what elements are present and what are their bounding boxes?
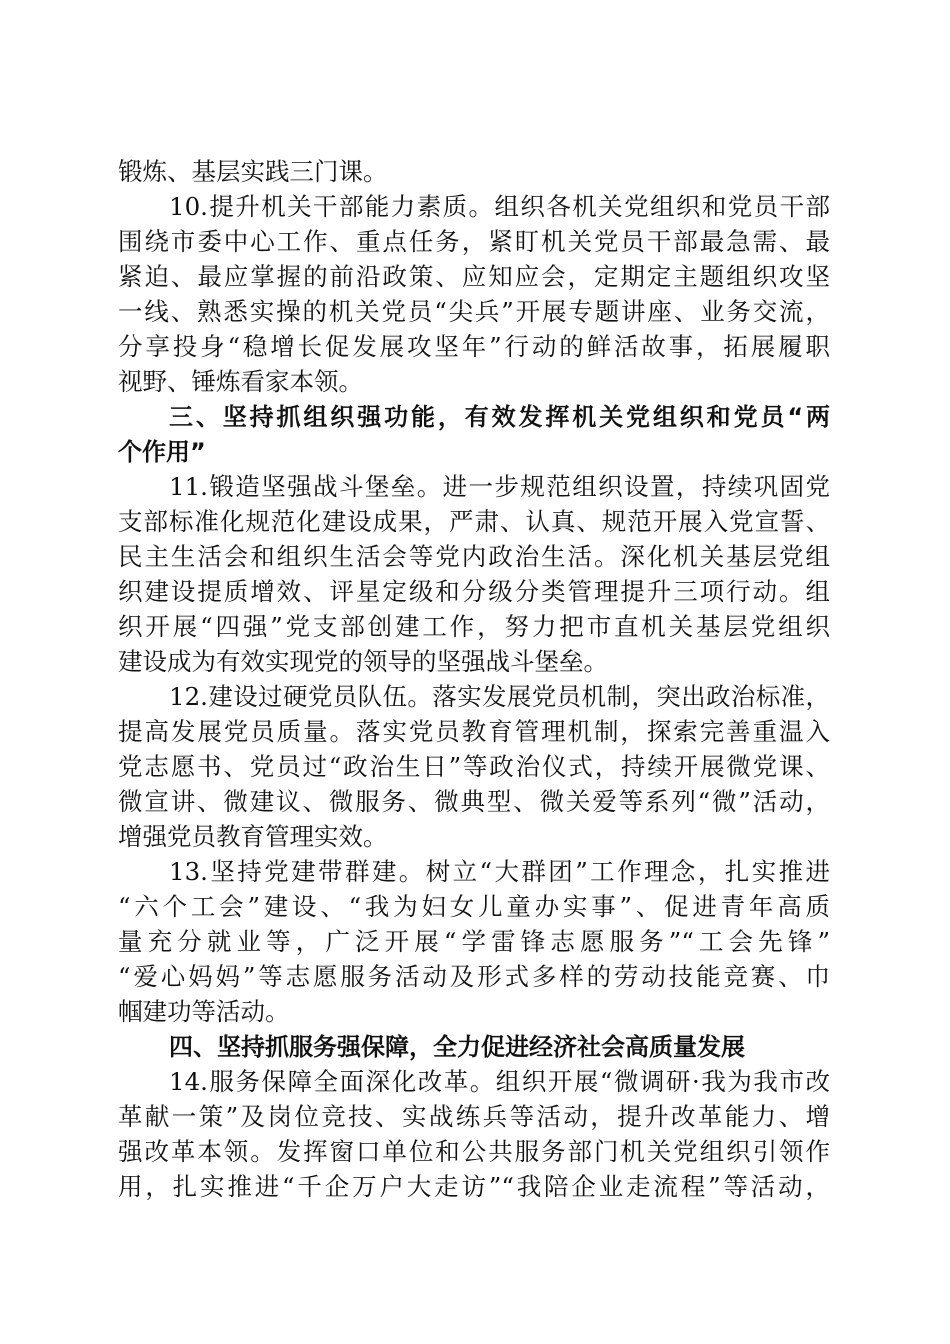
text-line: “爱心妈妈”等志愿服务活动及形式多样的劳动技能竞赛、巾 (118, 962, 830, 991)
text-line: 支部标准化规范化建设成果，严肃、认真、规范开展入党宣誓、 (118, 507, 830, 536)
text-line: 用，扎实推进“千企万户大走访”“我陪企业走流程”等活动， (118, 1172, 830, 1201)
paragraph-12-start: 12.建设过硬党员队伍。落实发展党员机制，突出政治标准， (169, 682, 830, 711)
text-line: 紧迫、最应掌握的前沿政策、应知应会，定期定主题组织攻坚 (118, 262, 830, 291)
text-line: 围绕市委中心工作、重点任务，紧盯机关党员干部最急需、最 (118, 227, 830, 256)
section-heading-4: 四、坚持抓服务强保障，全力促进经济社会高质量发展 (169, 1033, 745, 1061)
text-line: 量充分就业等，广泛开展“学雷锋志愿服务”“工会先锋” (118, 927, 830, 956)
text-line: 建设成为有效实现党的领导的坚强战斗堡垒。 (118, 647, 608, 676)
text-line: 分享投身“稳增长促发展攻坚年”行动的鲜活故事，拓展履职 (118, 332, 830, 361)
text-line: 微宣讲、微建议、微服务、微典型、微关爱等系列“微”活动， (118, 787, 830, 816)
text-line: 提高发展党员质量。落实党员教育管理机制，探索完善重温入 (118, 717, 830, 746)
text-line: 一线、熟悉实操的机关党员“尖兵”开展专题讲座、业务交流， (118, 297, 830, 326)
text-line: “六个工会”建设、“我为妇女儿童办实事”、促进青年高质 (118, 892, 830, 921)
text-line: 革献一策”及岗位竞技、实战练兵等活动，提升改革能力、增 (118, 1102, 830, 1131)
section-heading-3-cont: 个作用” (118, 438, 206, 466)
paragraph-11-start: 11.锻造坚强战斗堡垒。进一步规范组织设置，持续巩固党 (169, 472, 830, 501)
text-line: 织建设提质增效、评星定级和分级分类管理提升三项行动。组 (118, 577, 830, 606)
text-line: 帼建功等活动。 (118, 997, 290, 1026)
text-line: 民主生活会和组织生活会等党内政治生活。深化机关基层党组 (118, 542, 830, 571)
text-line: 党志愿书、党员过“政治生日”等政治仪式，持续开展微党课、 (118, 752, 830, 781)
section-heading-3: 三、坚持抓组织强功能，有效发挥机关党组织和党员“两 (169, 403, 830, 431)
paragraph-10-start: 10.提升机关干部能力素质。组织各机关党组织和党员干部 (169, 192, 830, 221)
text-line: 锻炼、基层实践三门课。 (118, 157, 388, 186)
paragraph-13-start: 13.坚持党建带群建。树立“大群团”工作理念，扎实推进 (169, 857, 830, 886)
text-line: 增强党员教育管理实效。 (118, 822, 388, 851)
text-line: 视野、锤炼看家本领。 (118, 367, 363, 396)
text-line: 织开展“四强”党支部创建工作，努力把市直机关基层党组织 (118, 612, 830, 641)
text-line: 强改革本领。发挥窗口单位和公共服务部门机关党组织引领作 (118, 1137, 830, 1166)
paragraph-14-start: 14.服务保障全面深化改革。组织开展“微调研·我为我市改 (169, 1067, 830, 1096)
